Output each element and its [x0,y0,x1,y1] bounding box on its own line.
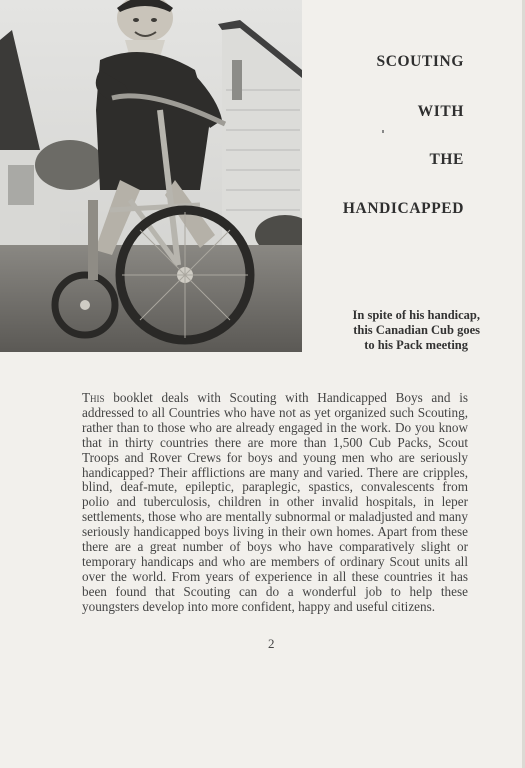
caption-line-2: this Canadian Cub goes [353,323,480,337]
print-speck [382,130,384,133]
body-paragraph [82,391,468,615]
page-number: 2 [268,636,275,651]
caption-line-1: In spite of his handicap, [352,308,480,322]
body-text: booklet deals with Scouting with Handicapped Boys and is addressed to all Countries who have not as yet organized such Scouting, rather than to those who are already engaged in the work. Do you know that in thirty countries there are more than 1,500 Cub Packs, Scout Troops and Rover Crews for boys and young men who are seriously handicapped? Their afflictions are many and varied. There are cripples, blind, deaf-mute, epileptic, paraplegic, spastics, convalescents from polio and tuberculosis, children in other invalid hospitals, in leper settlements, those who are mentally subnormal or maladjusted and many seriously handicapped boys living in their own homes. Apart from these there are a great number of boys who have comparatively slight or temporary handicaps and who are members of ordinary Scout units all over the world. From years of experience in all these countries it has been found that Scouting can do a wonderful job to help these youngsters develop into more confident, happy and useful citizens. [82,390,468,614]
title-line-with: WITH [417,103,464,120]
title-line-handicapped: HANDICAPPED [342,200,464,217]
photo-boy-on-tricycle [0,0,302,352]
body-lead-word: This [82,390,105,405]
photo-caption [312,308,480,353]
title-line-scouting: SCOUTING [376,53,464,70]
title-line-the: THE [429,151,464,168]
caption-line-3: to his Pack meeting [364,338,468,352]
